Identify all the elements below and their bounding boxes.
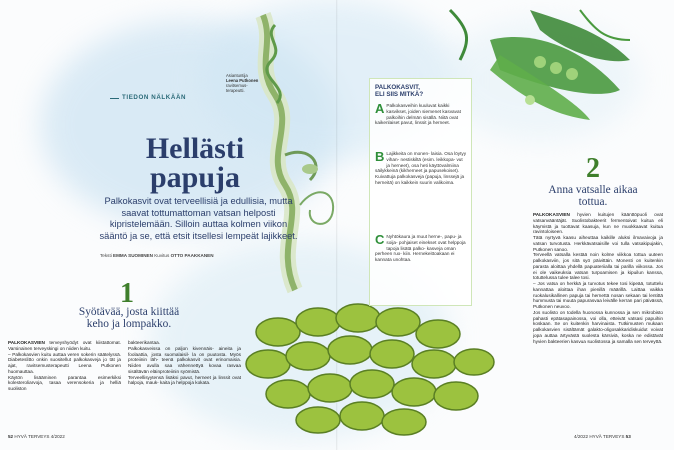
headline-line: Hellästi — [145, 132, 245, 165]
credit-text-author: EMMA SUOMINEN — [113, 253, 153, 258]
info-box-item — [375, 234, 467, 263]
credit-illus-author: OTTO PAAKKANEN — [170, 253, 214, 258]
folio-text: 4/2022 HYVÄ TERVEYS — [574, 434, 625, 439]
page-number: 53 — [625, 434, 631, 439]
caption-line: terapeutti. — [226, 88, 245, 93]
lead-in: PALKOKASVIEN — [533, 212, 570, 217]
info-box-item-text: Palkokasveihin kuuluvat kaikki kasvikset, joiden siemenet kasvavat palkoihin delmän sisällä. Niitä ovat kaikenlaiset pavut, linssit ja herneet. — [375, 103, 461, 126]
folio-left — [8, 434, 65, 439]
column-text: hyvien kuitujen käänttöpuoli ovat vatsanvääntäjät. Suolistobakteerit fermentoivat kuitua eli käymistä ja tuottavat kaasuja, kun ne muokkaavat kuitua ravintoloiseen. Tätä nyrtyvä kaasu aiheuttaa kaikille aluksi ilmavaivoja ja vatsan turvotusta. Herkkävatsaisille voi tulla vatsakipujakin, Putkonen sanoo. Terveellä vatsalla kestää noin kolme viikkoa tottua uuteen palkokasviin, jos sitä syö päivittäin. Monesti on kuitenkin parasta aloittaa yhdellä papuateriialla tai parilla viikossa. Jos ei ole vaikeuksia vatsan turpoamisen ja kipuilun kanssa, totuttelussa tulee talee tosi. – Jos vatsa on herkkä ja turvotus tekee tosi kipeää, totuttelu kannattaa aloittaa ihan pienillä määrillä. Laittaa vaikka ruokalusikallinen papuja tai hernettä nosan sekaan tai lentittä hummusta tai muuta papurasvaa leivälle kerran pari päivässä, Putkonen neuvoo. Jos suolisto on todella huonossa kunnossa ja sen mikrobisto pahasti epätasapainossa, voi olla, etteivät vatsasi papuihin koskaan. Se on kuitenkin harvinaista. Tutkimusten mukaan palkokasvien sisältämät galakto-oligosakkaridiskuidut voivat jopa auttaa ärtyvästä suolesta kärsiviä, koska ne edistävät hyvien bakteerien kasvua suolistossa ja samalla sen terveyttä. — [533, 212, 663, 344]
section-label-rule — [110, 98, 119, 99]
section-heading: Syötävää, josta kiittää keho ja lompakko. — [78, 306, 180, 331]
drop-cap: B — [375, 149, 385, 164]
beans-illustration — [238, 292, 500, 444]
info-box-item — [375, 103, 467, 126]
headline-line: papuja — [149, 161, 241, 194]
info-box-title-line: PALKOKASVIT, — [375, 84, 420, 91]
headline — [130, 134, 260, 192]
info-box — [369, 78, 472, 306]
section-number: 2 — [586, 153, 600, 184]
caption-line: Asiantuntija — [226, 73, 248, 78]
section-heading: Anna vatsalle aikaa tottua. — [548, 184, 638, 209]
info-box-item-text: Lajikkeita on monen- laisia. Osa löytyy vihan- nestiskiltä (esim. leikkopa- vut ja herneet), osa heti käyttövalmiina säilykkeinä (kikherneet ja papusekoiset). Kuivattuja palkokasveja (papuja, linssejä ja herneitä) on kaikkein suurin valikoima. — [375, 151, 467, 185]
credit-text-label: Teksti — [100, 253, 112, 258]
lede: Palkokasvit ovat terveellisiä ja edullisia, mutta saavat tottumattoman vatsan helposti kipristelemään. Silloin auttaa kolmen viikon sääntö ja se, että etsit itsellesi lempeät lajikkeet. — [99, 196, 298, 241]
credit-illus-label: Kuvitus — [154, 253, 170, 258]
info-box-item-text: Nyhtökaura ja muut herne-, papu- ja soija- pohjaiset einekset ovat helppoja tapoja lisätä palko- kasveja oman perheen ruo- kiin. Hernekeittoakaan ei kannata unohtaa. — [375, 234, 466, 263]
section-label: TIEDON NÄLKÄÄN — [122, 94, 187, 101]
caption-line: ravitsemus- — [226, 83, 248, 88]
page-number: 52 — [8, 434, 14, 439]
credits — [100, 253, 214, 258]
column-text: terveyshyödyt ovat kiistattomat. Varsinainen terveyskingi on niiden kuitu. – Palkokasvien kuitu auttaa veren sokerin säätelyssä. Diabeteslitto onkin suositellut palkokasveja jo tät ja ajat, ravitsemusterapeutti Leena Putkonen huomauttaa. Käytön lisääminen parantaa esimerkiksi kolesteroliarvoja, tasaa verensokeria ja helliä suoliston — [8, 340, 121, 391]
info-box-title — [375, 84, 423, 98]
info-box-item — [375, 151, 467, 186]
info-box-title-line: ELI SIIS MITKÄ? — [375, 91, 424, 98]
expert-caption — [226, 73, 282, 93]
caption-name: Leena Putkonen — [226, 78, 259, 83]
body-column — [533, 212, 663, 424]
lead-in: PALKOKASVIEN — [8, 340, 45, 345]
drop-cap: A — [375, 101, 385, 116]
folio-right — [574, 434, 631, 439]
section-number: 1 — [120, 278, 134, 309]
drop-cap: C — [375, 232, 385, 247]
folio-text: HYVÄ TERVEYS 4/2022 — [14, 434, 65, 439]
body-column: bakteerikantaa. Palkokasveissa on paljon kivennäis- aineita ja foolaattia, josta suomalaisil- la on puutosta. Myös proteiinin läh- teenä palkokasvit ovat erinomaisia. Niiden avulla saa vähennettyä kovaa rasvaa sisältävän eläinproteiinin syömistä. Terveellisyytensä lisäksi pavut, herneet ja linssit ovat halpoja, mauk- kaita ja helppoja kokata. — [128, 340, 241, 386]
body-column — [8, 340, 121, 410]
